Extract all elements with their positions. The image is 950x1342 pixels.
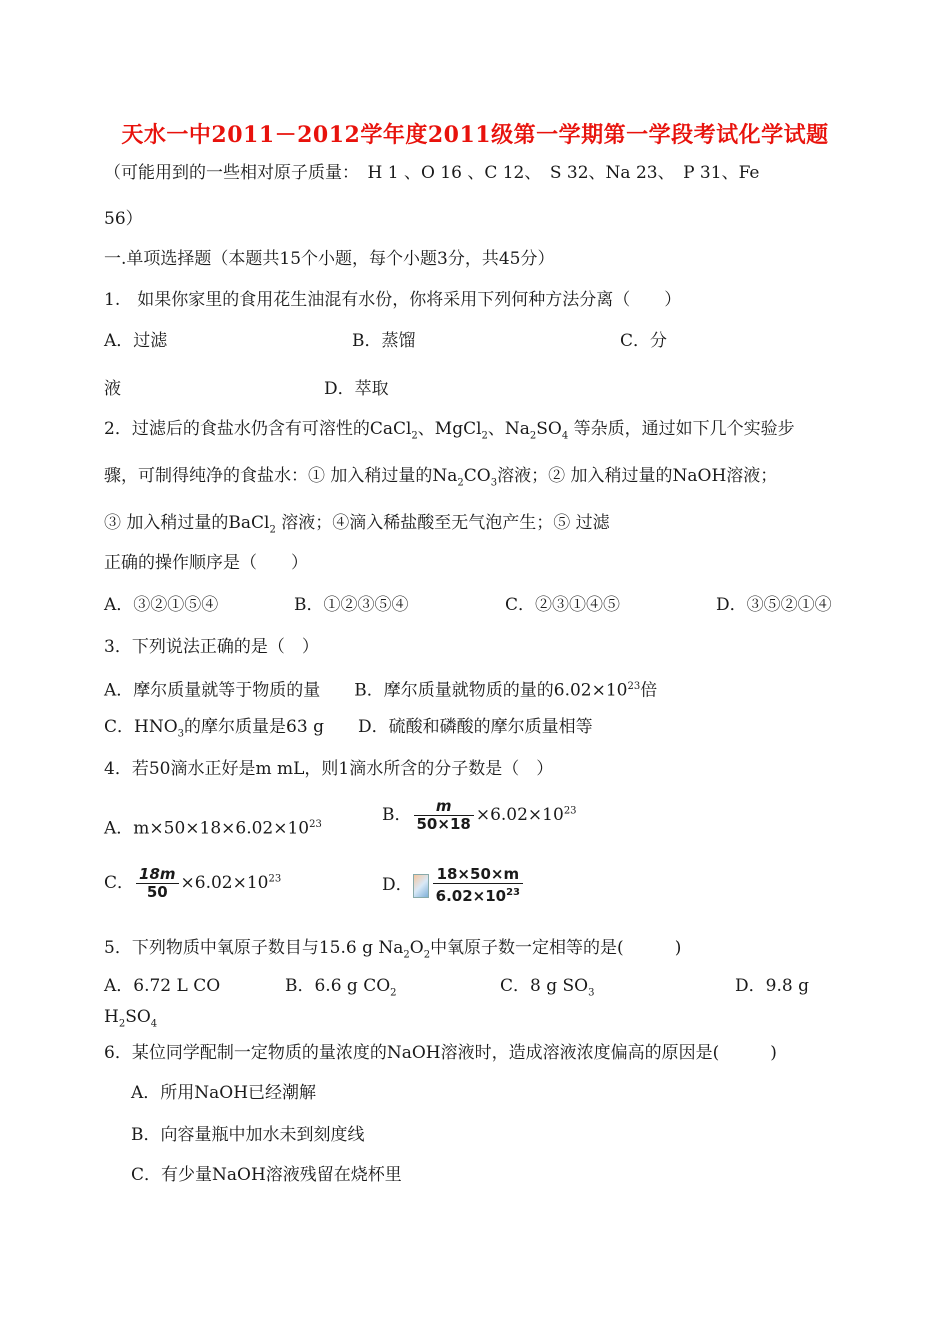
q4-stem: 4．若50滴水正好是m mL，则1滴水所含的分子数是（ ） [104,759,554,779]
q3-options-cd: C．$HNO_3$的摩尔质量是63 g D．硫酸和磷酸的摩尔质量相等 [104,717,593,740]
q2-stem-line4: 正确的操作顺序是（ ） [104,553,308,573]
q5-option-a: A．6.72 L CO [104,976,221,996]
q1-option-d: D．萃取 [324,379,389,399]
q1-option-b: B．蒸馏 [352,331,416,351]
q4-option-c: C． $\frac{18m}{50}$ $\times 6.02\times 10^{23}$ [104,865,282,901]
q6-option-b: B．向容量瓶中加水未到刻度线 [131,1125,365,1145]
atomic-masses: （可能用到的一些相对原子质量： H 1 、O 16 、C 12、 S 32、Na 23、 P 31、Fe [104,163,760,183]
q4-b-fraction: $\frac{m}{50\times 18}$ [414,798,474,833]
q6-option-c: C．有少量NaOH溶液残留在烧杯里 [131,1165,402,1185]
q5-option-c: C．8 g $SO_3$ [500,976,595,999]
atomic-masses-cont: 56） [104,209,143,229]
q5-stem: 5．下列物质中氧原子数目与15.6 g $Na_2O_2$中氧原子数一定相等的是( ) [104,938,682,961]
q2-option-b: B．①②③⑤④ [294,595,409,615]
q2-option-a: A．③②①⑤④ [104,595,219,615]
q1-option-c: C．分 [620,331,668,351]
q5-option-d: D．9.8 g [735,976,809,996]
q4-option-a: A．$m\times 50\times 18\times 6.02\times 10^{23}$ [104,818,322,839]
q2-stem-line3: ③ 加入稍过量的BaCl$_2$ 溶液；④滴入稀盐酸至无气泡产生；⑤ 过滤 [104,513,610,536]
q4-option-d: D． $\frac{18\times 50\times m}{6.02\times 10^{23}}$ [382,866,525,905]
q4-d-fraction: $\frac{18\times 50\times m}{6.02\times 10^{23}}$ [433,866,523,905]
q5-option-b: B．6.6 g $CO_2$ [285,976,397,999]
q5-option-d-cont: $H_2SO_4$ [104,1007,158,1030]
q1-option-a: A．过滤 [104,331,168,351]
page-title: 天水一中2011－2012学年度2011级第一学期第一学段考试化学试题 [121,122,829,148]
q2-option-d: D．③⑤②①④ [716,595,832,615]
q1-stem: 1. 如果你家里的食用花生油混有水份，你将采用下列何种方法分离（ ） [104,290,682,310]
q3-options-ab: A．摩尔质量就等于物质的量 B．摩尔质量就物质的量的$6.02\times 10^{23}$倍 [104,680,658,701]
q4-c-fraction: $\frac{18m}{50}$ [136,866,179,901]
q6-stem: 6．某位同学配制一定物质的量浓度的NaOH溶液时，造成溶液浓度偏高的原因是( ) [104,1043,777,1063]
q6-option-a: A．所用NaOH已经潮解 [131,1083,317,1103]
q3-stem: 3．下列说法正确的是（ ） [104,637,319,657]
q1-option-c-cont: 液 [104,379,121,399]
image-placeholder-icon [413,874,429,898]
section-heading: 一.单项选择题（本题共15个小题，每个小题3分，共45分） [104,249,555,269]
q4-option-b: B． $\frac{m}{50\times 18}$ $\times 6.02\times 10^{23}$ [382,797,577,833]
q2-stem-line2: 骤，可制得纯净的食盐水：① 加入稍过量的$Na_2CO_3$溶液；② 加入稍过量的NaOH溶液； [104,466,778,489]
q2-option-c: C．②③①④⑤ [505,595,621,615]
q2-stem: 2．过滤后的食盐水仍含有可溶性的CaCl$_2$、MgCl$_2$、$Na_2SO_4$ 等杂质，通过如下几个实验步 [104,419,795,442]
